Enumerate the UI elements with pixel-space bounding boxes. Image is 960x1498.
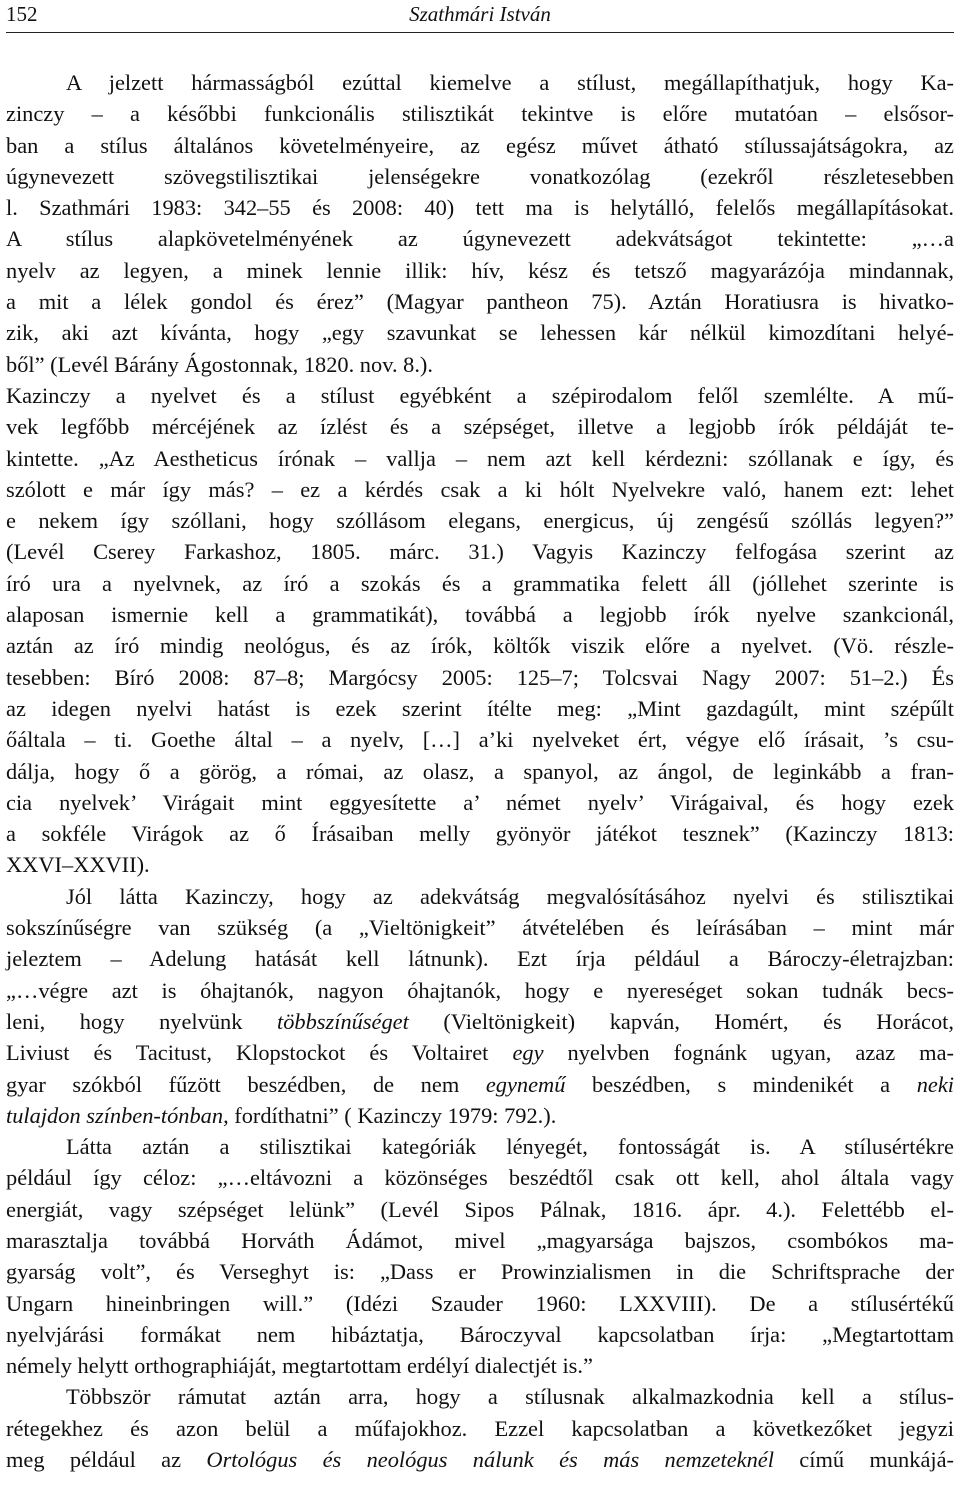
text-line xyxy=(6,1256,954,1287)
text-line xyxy=(6,474,954,505)
text-line xyxy=(6,568,954,599)
italic-text: egy xyxy=(512,1040,544,1066)
text-line xyxy=(6,192,954,223)
italic-text: egynemű xyxy=(485,1071,566,1097)
text-line xyxy=(6,98,954,129)
text-line xyxy=(6,756,954,787)
page-header xyxy=(6,0,954,33)
page-number: 152 xyxy=(6,2,38,26)
text-line xyxy=(6,536,954,567)
text-line xyxy=(6,724,954,755)
italic-text: Ortológus és neológus nálunk és más nemzeteknél xyxy=(206,1447,774,1473)
line-text: A stílus alapkövetelményének az úgynevezett adekvátságot tekintette: „…a xyxy=(6,226,954,252)
line-text: a mit a lélek gondol és érez” (Magyar pantheon 75). Aztán Horatiusra is hivatko- xyxy=(6,289,954,315)
line-text: ből” (Levél Bárány Ágostonnak, 1820. nov. 8.). xyxy=(6,351,433,377)
line-text: című munkájá- xyxy=(773,1447,954,1473)
line-text: , fordíthatni” ( Kazinczy 1979: 792.). xyxy=(223,1102,557,1128)
line-text: aztán az író mindig neológus, és az írók, költők viszik előre a nyelvet. (Vö. részle- xyxy=(6,633,954,659)
italic-text: neki xyxy=(916,1071,954,1097)
line-text: nyelvben fognánk ugyan, azaz ma- xyxy=(543,1040,954,1066)
line-text: l. Szathmári 1983: 342–55 és 2008: 40) tett ma is helytálló, felelős megállapításokat. xyxy=(6,195,954,221)
text-line xyxy=(6,599,954,630)
line-text: a sokféle Virágok az ő Írásaiban melly gyönyör játékot tesznek” (Kazinczy 1813: xyxy=(6,821,954,847)
text-line xyxy=(6,630,954,661)
line-text: az idegen nyelvi hatást is ezek szerint ítélte meg: „Mint gazdagúlt, mint szépűlt xyxy=(6,695,954,721)
line-text: Ungarn hineinbringen will.” (Idézi Szauder 1960: LXXVIII). De a stílusértékű xyxy=(6,1290,954,1316)
text-line xyxy=(6,1413,954,1444)
line-text: ban a stílus általános követelményeire, az egész művet átható stílussajátságokra, az xyxy=(6,132,954,158)
text-line xyxy=(6,443,954,474)
text-line xyxy=(6,223,954,254)
text-line xyxy=(6,505,954,536)
line-text: beszédben, s mindenikét a xyxy=(565,1071,917,1097)
text-line xyxy=(6,1006,954,1037)
line-text: gyarság volt”, és Verseghyt is: „Dass er Prowinzialismen in die Schriftsprache der xyxy=(6,1259,954,1285)
text-line xyxy=(6,1225,954,1256)
line-text: kintette. „Az Aestheticus írónak – vallja – nem azt kell kérdezni: szóllanak e így, és xyxy=(6,445,954,471)
running-head: Szathmári István xyxy=(409,2,551,26)
line-text: Többször rámutat aztán arra, hogy a stílusnak alkalmazkodnia kell a stílus- xyxy=(66,1384,954,1410)
line-text: energiát, vagy szépséget lelünk” (Levél Sipos Pálnak, 1816. ápr. 4.). Felettébb el- xyxy=(6,1196,954,1222)
text-line xyxy=(6,1444,954,1475)
line-text: meg például az xyxy=(6,1447,207,1473)
line-text: író ura a nyelvnek, az író a szokás és a grammatika felett áll (jóllehet szerinte is xyxy=(6,570,954,596)
text-line xyxy=(6,693,954,724)
line-text: (Vieltönigkeit) kapván, Homért, és Horácot, xyxy=(408,1008,954,1034)
text-line xyxy=(6,286,954,317)
text-line xyxy=(6,1131,954,1162)
line-text: cia nyelvek’ Virágait mint eggyesítette a’ német nyelv’ Virágaival, és hogy ezek xyxy=(6,789,954,815)
line-text: „…végre azt is óhajtanók, nagyon óhajtanók, hogy e nyereséget sokan tudnák becs- xyxy=(6,977,954,1003)
line-text: sokszínűségre van szükség (a „Vieltönigkeit” átvételében és leírásában – mint már xyxy=(6,915,954,941)
text-line xyxy=(6,1162,954,1193)
line-text: gyar szókból fűzött beszédben, de nem xyxy=(6,1071,486,1097)
text-line xyxy=(6,943,954,974)
text-line xyxy=(6,912,954,943)
text-line xyxy=(6,849,954,880)
text-line xyxy=(6,1100,954,1131)
italic-text: tulajdon színben-tónban xyxy=(6,1102,224,1128)
text-line xyxy=(6,317,954,348)
line-text: leni, hogy nyelvünk xyxy=(6,1008,277,1034)
line-text: őáltala – ti. Goethe által – a nyelv, […] a’ki nyelveket ért, végye elő írásait, ’s csu- xyxy=(6,727,954,753)
line-text: tesebben: Bíró 2008: 87–8; Margócsy 2005: 125–7; Tolcsvai Nagy 2007: 51–2.) És xyxy=(6,664,954,690)
line-text: alaposan ismernie kell a grammatikát), továbbá a legjobb írók nyelve szankcionál, xyxy=(6,602,954,628)
line-text: nyelvjárási formákat nem hibáztatja, Bároczyval kapcsolatban írja: „Megtartottam xyxy=(6,1321,954,1347)
text-line xyxy=(6,255,954,286)
text-line xyxy=(6,130,954,161)
line-text: Látta aztán a stilisztikai kategóriák lényegét, fontosságát is. A stílusértékre xyxy=(66,1134,954,1160)
text-line xyxy=(6,411,954,442)
text-line xyxy=(6,1288,954,1319)
line-text: (Levél Cserey Farkashoz, 1805. márc. 31.) Vagyis Kazinczy felfogása szerint az xyxy=(6,539,954,565)
text-line xyxy=(6,818,954,849)
text-line xyxy=(6,975,954,1006)
italic-text: többszínűséget xyxy=(276,1008,409,1034)
text-line xyxy=(6,1069,954,1100)
line-text: jeleztem – Adelung hatását kell látnunk). Ezt írja például a Bároczy-életrajzban: xyxy=(6,946,954,972)
line-text: nyelv az legyen, a minek lennie illik: hív, kész és tetsző magyarázója mindannak, xyxy=(6,257,954,283)
line-text: úgynevezett szövegstilisztikai jelenségekre vonatkozólag (ezekről részletesebben xyxy=(6,163,954,189)
line-text: például így céloz: „…eltávozni a közönséges beszédtől csak ott kell, ahol általa vagy xyxy=(6,1165,954,1191)
text-line xyxy=(6,1350,954,1381)
line-text: e nekem így szóllani, hogy szóllásom elegans, energicus, új zengésű szóllás legyen?” xyxy=(6,508,954,534)
line-text: A jelzett hármasságból ezúttal kiemelve a stílust, megállapíthatjuk, hogy Ka- xyxy=(66,70,954,95)
text-line xyxy=(6,787,954,818)
text-line xyxy=(6,1194,954,1225)
text-line xyxy=(6,662,954,693)
text-line xyxy=(6,1381,954,1412)
text-line xyxy=(6,349,954,380)
line-text: dálja, hogy ő a görög, a római, az olasz, a spanyol, az ángol, de leginkább a fran- xyxy=(6,758,954,784)
line-text: Kazinczy a nyelvet és a stílust egyébként a szépirodalom felől szemlélte. A mű- xyxy=(6,382,954,408)
text-line xyxy=(6,161,954,192)
line-text: rétegekhez és azon belül a műfajokhoz. Ezzel kapcsolatban a következőket jegyzi xyxy=(6,1415,954,1441)
line-text: marasztalja továbbá Horváth Ádámot, mivel „magyarsága bajszos, csombókos ma- xyxy=(6,1227,954,1253)
text-line xyxy=(6,380,954,411)
text-line xyxy=(6,1319,954,1350)
body-text xyxy=(6,67,954,1475)
line-text: XXVI–XXVII). xyxy=(6,852,150,878)
line-text: szólott e már így más? – ez a kérdés csak a ki hólt Nyelvekre való, hanem ezt: lehet xyxy=(6,476,954,502)
line-text: zinczy – a későbbi funkcionális stilisztikát tekintve is előre mutatóan – elsősor- xyxy=(6,101,954,127)
line-text: Jól látta Kazinczy, hogy az adekvátság megvalósításához nyelvi és stilisztikai xyxy=(66,883,954,909)
line-text: vek legfőbb mércéjének az ízlést és a szépséget, illetve a legjobb írók példáját te- xyxy=(6,414,954,440)
text-line xyxy=(6,1037,954,1068)
line-text: Liviust és Tacitust, Klopstockot és Voltairet xyxy=(6,1040,513,1066)
text-line xyxy=(6,67,954,98)
text-line xyxy=(6,881,954,912)
line-text: némely helytt orthographiáját, megtartottam erdélyí dialectjét is.” xyxy=(6,1353,593,1379)
line-text: zik, aki azt kívánta, hogy „egy szavunkat se lehessen kár nélkül kimozdítani helyé- xyxy=(6,320,954,346)
